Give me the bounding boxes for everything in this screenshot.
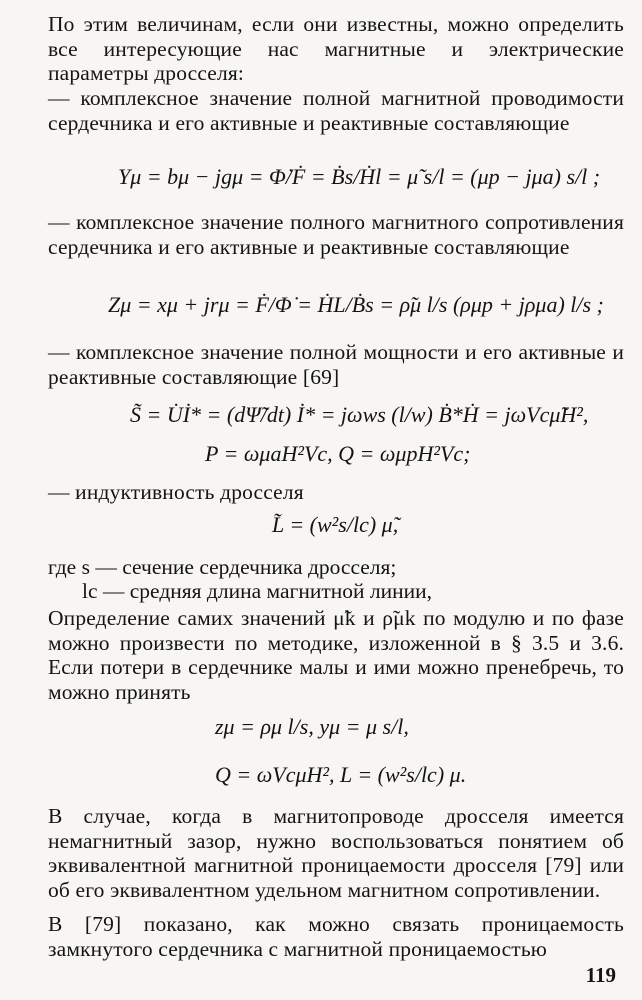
paragraph-reference: В [79] показано, как можно связать проницаемость замкнутого сердечника с магнитной проницаемостью xyxy=(48,912,624,961)
equation-power: S̃ = U̇İ* = (dΨ̃/dt) İ* = jωws (l/w) Ḃ*Ḣ = jωVсμ̃H², xyxy=(130,402,589,427)
equation-simplified-power: Q = ωVсμH², L = (w²s/lс) μ. xyxy=(215,762,467,787)
definition-section: где s — сечение сердечника дросселя; xyxy=(48,555,397,579)
paragraph-reluctance: — комплексное значение полного магнитного сопротивления сердечника и его активные и реактивные составляющие xyxy=(48,210,624,259)
paragraph-determination: Определение самих значений μ̃k и ρ̃μk по модулю и по фазе можно произвести по методике, изложенной в § 3.5 и 3.6. Если потери в сердечнике малы и ими можно пренебречь, то можно принять xyxy=(48,606,624,704)
paragraph-power: — комплексное значение полной мощности и его активные и реактивные составляющие [69] xyxy=(48,340,624,389)
paragraph-conductance: — комплексное значение полной магнитной проводимости сердечника и его активные и реактивные составляющие xyxy=(48,86,624,135)
equation-conductance: Yμ = bμ − jgμ = Φ̇/Ḟ = Ḃs/Ḣl = μ̃ s/l = (μр − jμа) s/l ; xyxy=(118,164,601,189)
page-number: 119 xyxy=(585,963,616,987)
paragraph-intro: По этим величинам, если они известны, можно определить все интересующие нас магнитные и электрические параметры дросселя: xyxy=(48,12,624,86)
equation-reluctance: Zμ = xμ + jrμ = Ḟ/Φ̇ = ḢL/Ḃs = ρ̃μ l/s (ρμр + jρμа) l/s ; xyxy=(108,292,604,317)
equation-inductance: L̃ = (w²s/lс) μ̃, xyxy=(272,512,399,537)
paragraph-inductance: — индуктивность дросселя xyxy=(48,480,304,504)
equation-active-reactive-power: P = ωμаH²Vс, Q = ωμрH²Vс; xyxy=(205,441,471,466)
definition-length: lс — средняя длина магнитной линии, xyxy=(82,579,433,603)
equation-simplified-impedance: zμ = ρμ l/s, yμ = μ s/l, xyxy=(215,714,409,739)
paragraph-gap: В случае, когда в магнитопроводе дросселя имеется немагнитный зазор, нужно воспользоваться понятием об эквивалентной магнитной проницаемости дросселя [79] или об его эквивалентном удельном магнитном сопротивлении. xyxy=(48,804,624,902)
